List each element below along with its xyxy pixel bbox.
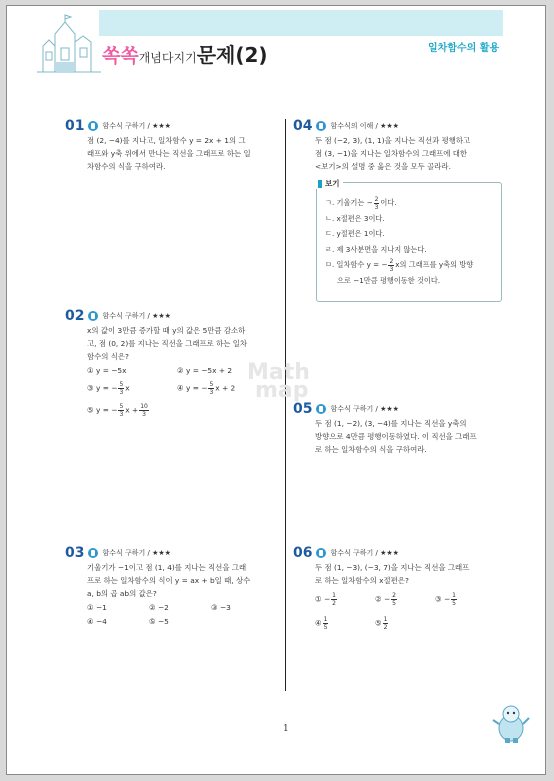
title-end: 문제(2) (196, 43, 268, 67)
problem-line: 두 점 (1, −3), (−3, 7)을 지나는 직선을 그래프 (315, 563, 470, 572)
choice-5: ⑤ −5 (149, 616, 169, 626)
castle-illustration-icon (35, 12, 105, 78)
problem-04 (293, 118, 508, 173)
problem-tag: 함수식의 이해 / ★★★ (330, 122, 399, 130)
problem-text (293, 561, 508, 587)
problem-01 (65, 118, 280, 173)
problem-03 (65, 545, 280, 628)
problem-line: 점 (3, −1)을 지나는 일차함수의 그래프에 대한 (315, 149, 468, 158)
problem-text (65, 561, 280, 600)
problem-tag: 함수식 구하기 / ★★★ (330, 405, 399, 413)
problem-number: 04 (293, 118, 313, 134)
section-label: 일차함수의 활용 (428, 43, 500, 54)
problem-text (65, 134, 280, 173)
pencil-icon (316, 548, 326, 558)
choice-2: ② −2 (149, 602, 169, 612)
choice-list (65, 600, 280, 628)
problem-line: 차함수의 식을 구하여라. (87, 162, 166, 171)
problem-tag: 함수식 구하기 / ★★★ (102, 312, 171, 320)
watermark: Math map (247, 360, 310, 403)
mascot-illustration-icon (491, 702, 531, 744)
title-mid: 개념다지기 (138, 51, 197, 65)
example-box-title: 보기 (315, 178, 343, 189)
problem-line: 점 (2, −4)를 지나고, 일차함수 y = 2x + 1의 그 (87, 136, 246, 145)
pencil-icon (88, 311, 98, 321)
problem-number: 02 (65, 308, 85, 324)
choice-3: ③ −3 (211, 602, 231, 612)
problem-number: 01 (65, 118, 85, 134)
choice-1: ① −1 (87, 602, 107, 612)
worksheet-title (102, 39, 268, 68)
choice-1: ① − $\frac{1}{2}$ (315, 591, 336, 607)
problem-line: 기울기가 −1이고 점 (1, 4)를 지나는 직선을 그래 (87, 563, 247, 572)
problem-text (293, 134, 508, 173)
choice-5: ⑤ y = − $\frac{5}{3}$ x + $\frac{10}{3}$ (87, 402, 148, 418)
example-item-5: ㅁ. 일차함수 y = − $\frac{2}{3}$ x의 그래프를 y축의 방향 (325, 257, 474, 273)
header-band (99, 10, 503, 36)
choice-2: ② y = −5x + 2 (177, 365, 233, 375)
example-box (316, 179, 502, 302)
problem-number: 05 (293, 401, 313, 417)
problem-line: 두 점 (1, −2), (3, −4)를 지나는 직선을 y축의 (315, 419, 467, 428)
column-divider (285, 119, 286, 691)
pencil-icon (316, 404, 326, 414)
example-item-5-cont: 으로 −1만큼 평행이동한 것이다. (337, 275, 441, 285)
problem-line: x의 값이 3만큼 증가할 때 y의 값은 5만큼 감소하 (87, 326, 246, 335)
problem-line: a, b의 곱 ab의 값은? (87, 589, 157, 598)
pencil-icon (88, 121, 98, 131)
problem-line: 함수의 식은? (87, 352, 129, 361)
choice-4: ④ −4 (87, 616, 107, 626)
problem-line: <보기>의 설명 중 옳은 것을 모두 골라라. (315, 162, 451, 171)
worksheet-page (6, 5, 546, 775)
choice-4: ④ $\frac{1}{5}$ (315, 615, 328, 631)
choice-3: ③ y = − $\frac{5}{3}$ x (87, 380, 130, 396)
problem-line: 방향으로 4만큼 평행이동하였다. 이 직선을 그래프 (315, 432, 477, 441)
problem-line: 로 하는 일차함수의 식을 구하여라. (315, 445, 427, 454)
choice-1: ① y = −5x (87, 365, 127, 375)
problem-line: 로 하는 일차함수의 x절편은? (315, 576, 409, 585)
example-item-1: ㄱ. 기울기는 − $\frac{2}{3}$ 이다. (325, 195, 397, 211)
problem-text (293, 417, 508, 456)
problem-text (65, 324, 280, 363)
problem-tag: 함수식 구하기 / ★★★ (102, 549, 171, 557)
problem-line: 래프와 y축 위에서 만나는 직선을 그래프로 하는 일 (87, 149, 251, 158)
page-number: 1 (283, 724, 289, 734)
problem-number: 06 (293, 545, 313, 561)
example-item-2: ㄴ. x절편은 3이다. (325, 213, 385, 223)
title-main: 쏙쏙 (102, 45, 139, 67)
problem-05 (293, 401, 508, 456)
pencil-icon (316, 121, 326, 131)
problem-number: 03 (65, 545, 85, 561)
choice-3: ③ − $\frac{1}{5}$ (435, 591, 456, 607)
example-item-4: ㄹ. 제 3사분면을 지나지 않는다. (325, 244, 427, 254)
problem-tag: 함수식 구하기 / ★★★ (102, 122, 171, 130)
choice-2: ② − $\frac{2}{5}$ (375, 591, 396, 607)
example-item-3: ㄷ. y절편은 1이다. (325, 229, 385, 238)
choice-5: ⑤ $\frac{1}{2}$ (375, 615, 388, 631)
problem-line: 고, 점 (0, 2)를 지나는 직선을 그래프로 하는 일차 (87, 339, 248, 348)
problem-line: 프로 하는 일차함수의 식이 y = ax + b일 때, 상수 (87, 576, 251, 585)
choice-list (293, 587, 508, 635)
problem-tag: 함수식 구하기 / ★★★ (330, 549, 399, 557)
problem-line: 두 점 (−2, 3), (1, 1)을 지나는 직선과 평행하고 (315, 136, 471, 145)
choice-4: ④ y = − $\frac{5}{3}$ x + 2 (177, 380, 236, 396)
pencil-icon (88, 548, 98, 558)
problem-06 (293, 545, 508, 635)
